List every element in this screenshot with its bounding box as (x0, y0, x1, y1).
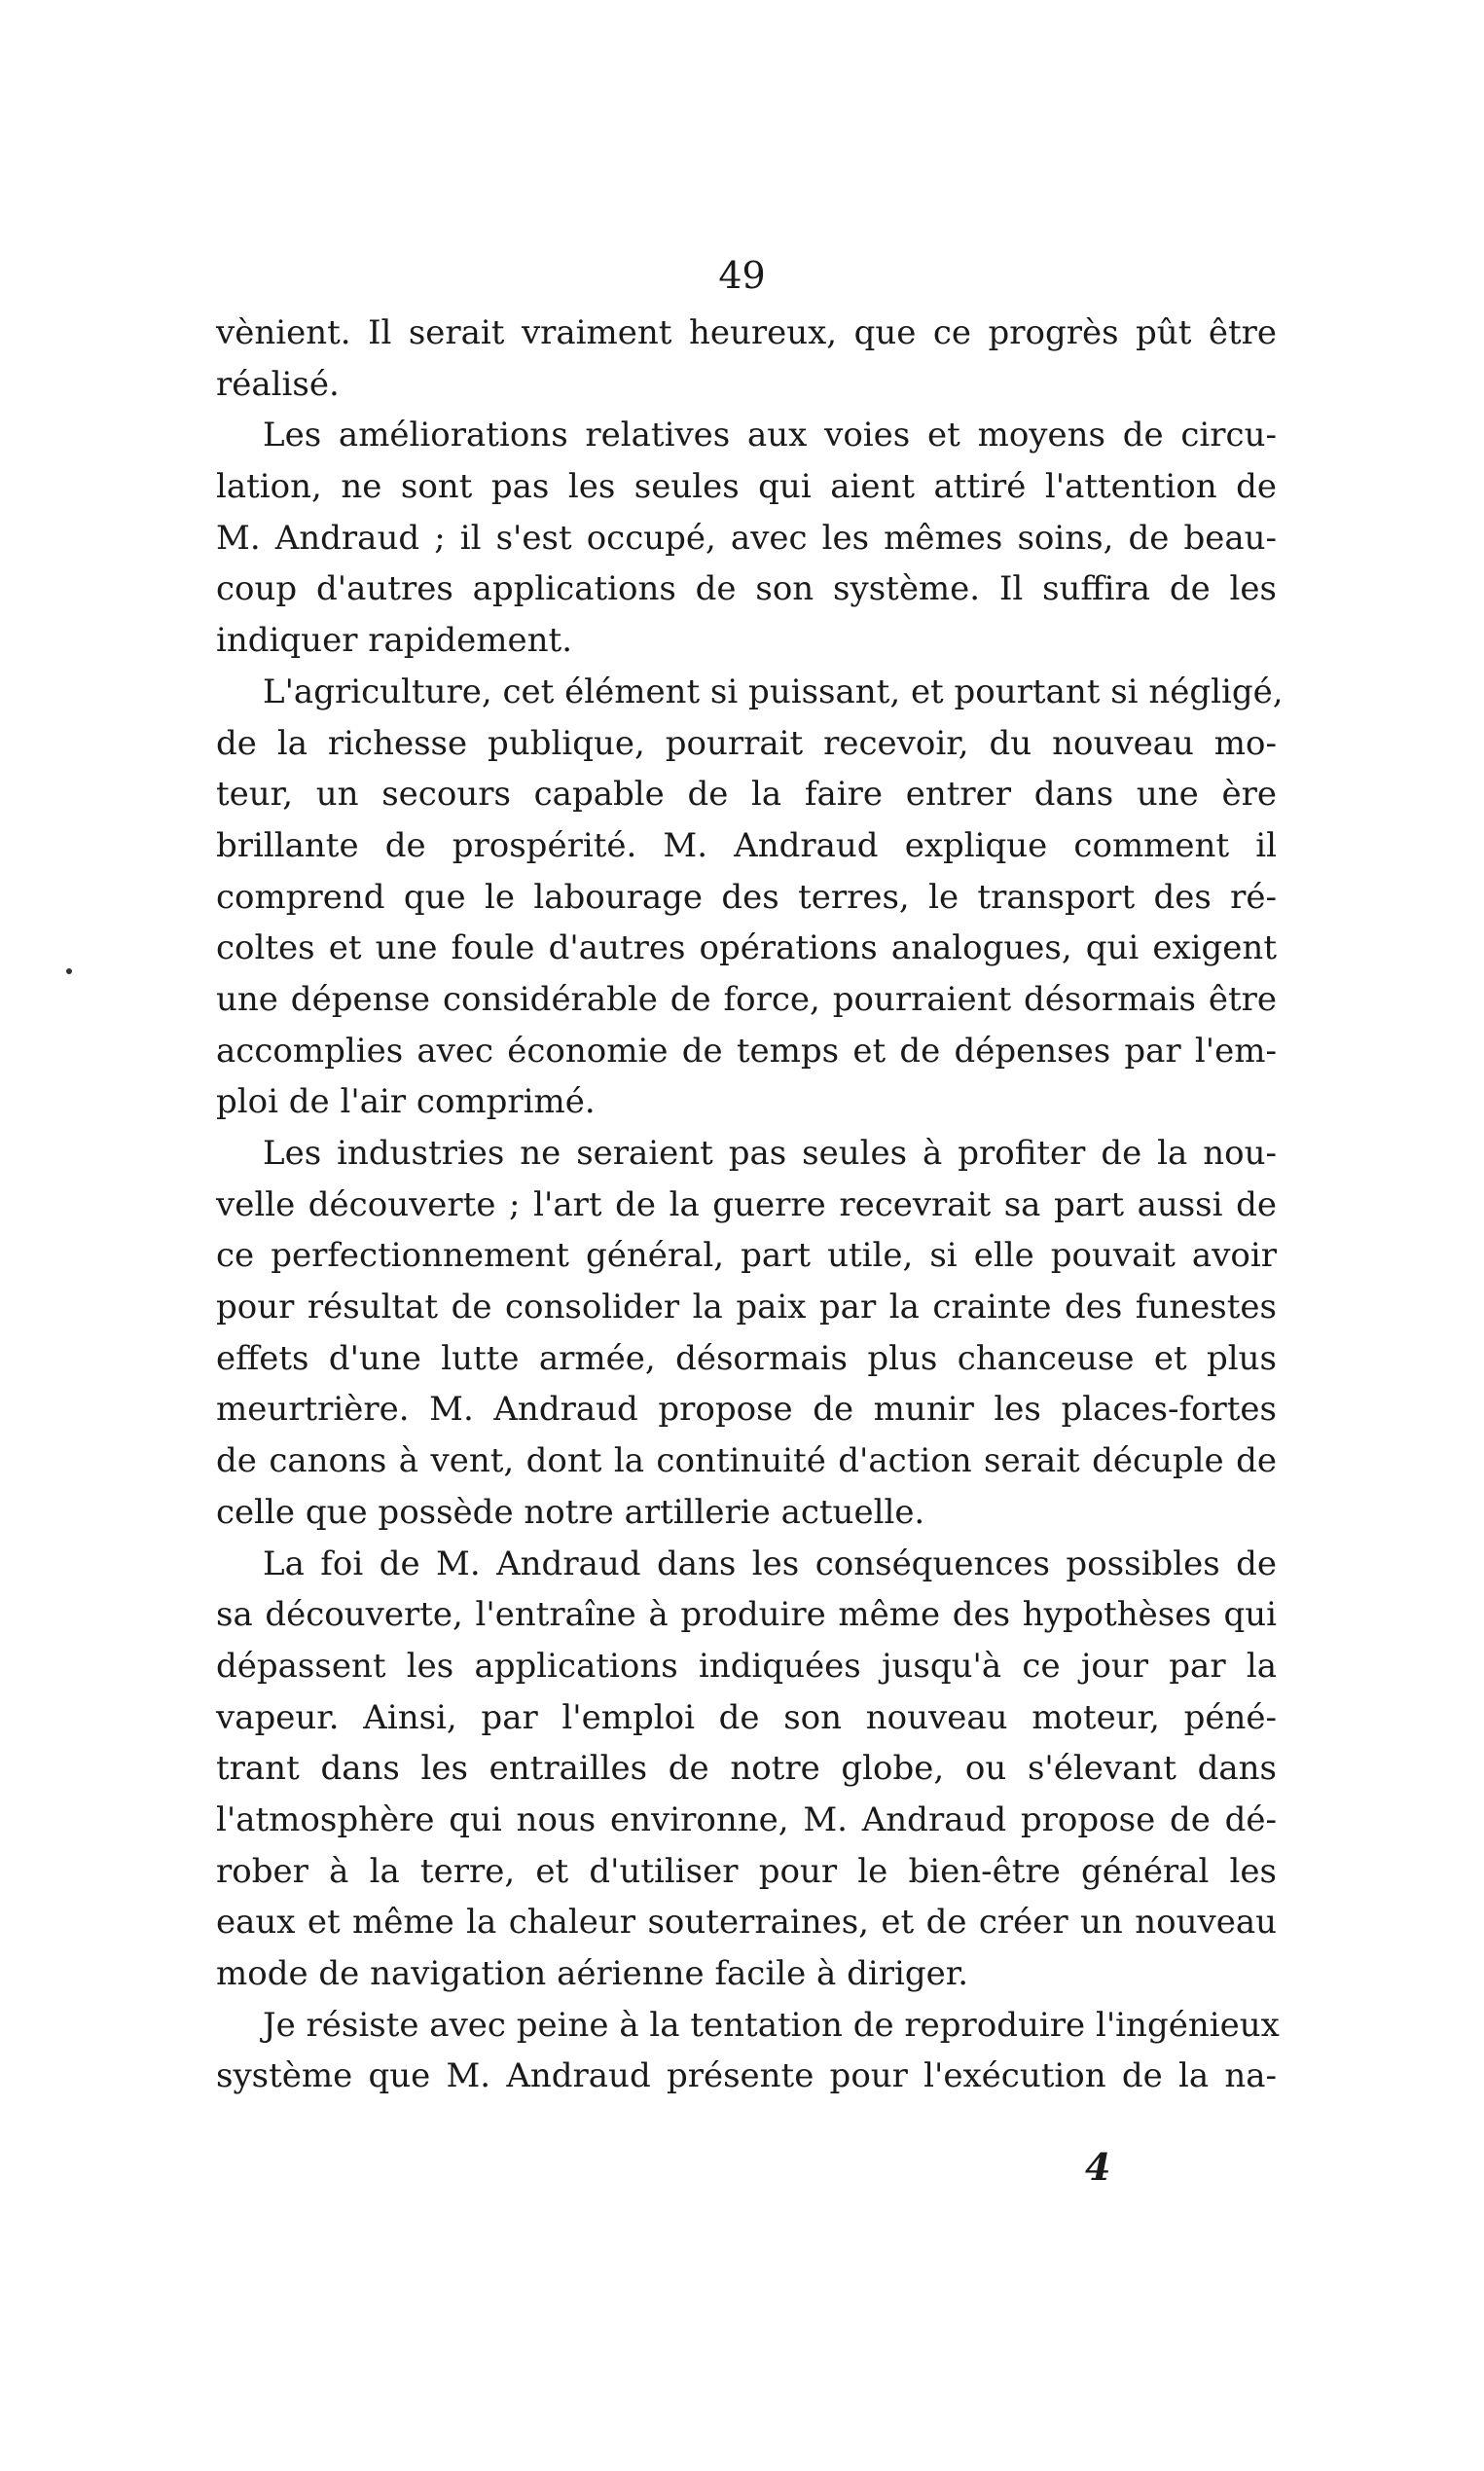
text-line: système que M. Andraud présente pour l'exécution de la na- (216, 2056, 1277, 2096)
text-line: lation, ne sont pas les seules qui aient attiré l'attention de (216, 467, 1277, 507)
text-line: une dépense considérable de force, pourraient désormais être (216, 979, 1277, 1019)
text-line: L'agriculture, cet élément si puissant, et pourtant si négligé, (263, 672, 1284, 711)
text-line: réalisé. (216, 364, 340, 404)
text-line: vènient. Il serait vraiment heureux, que ce progrès pût être (216, 313, 1277, 352)
text-line: celle que possède notre artillerie actuelle. (216, 1492, 925, 1532)
text-line: ploi de l'air comprimé. (216, 1082, 596, 1122)
text-line: sa découverte, l'entraîne à produire même des hypothèses qui (216, 1595, 1277, 1635)
text-line: comprend que le labourage des terres, le transport des ré- (216, 877, 1277, 917)
text-line: trant dans les entrailles de notre globe, ou s'élevant dans (216, 1749, 1277, 1789)
signature-mark: 4 (1085, 2145, 1111, 2189)
text-line: velle découverte ; l'art de la guerre recevrait sa part aussi de (216, 1184, 1277, 1224)
ink-speck (66, 968, 72, 974)
text-line: ce perfectionnement général, part utile, si elle pouvait avoir (216, 1236, 1277, 1276)
body-text (216, 308, 1284, 2102)
text-line: coltes et une foule d'autres opérations analogues, qui exigent (216, 928, 1277, 968)
text-line: coup d'autres applications de son système. Il suffira de les (216, 569, 1277, 609)
page-number: 49 (718, 254, 766, 297)
text-line: mode de navigation aérienne facile à diriger. (216, 1954, 969, 1993)
text-line: brillante de prospérité. M. Andraud explique comment il (216, 825, 1277, 865)
text-line: accomplies avec économie de temps et de dépenses par l'em- (216, 1031, 1277, 1071)
text-line: La foi de M. Andraud dans les conséquences possibles de (263, 1544, 1277, 1583)
text-line: Je résiste avec peine à la tentation de reproduire l'ingénieux (263, 2005, 1280, 2045)
text-line: eaux et même la chaleur souterraines, et de créer un nouveau (216, 1903, 1277, 1943)
text-line: de canons à vent, dont la continuité d'action serait décuple de (216, 1441, 1277, 1481)
text-line: meurtrière. M. Andraud propose de munir les places-fortes (216, 1390, 1277, 1430)
text-line: M. Andraud ; il s'est occupé, avec les mêmes soins, de beau- (216, 518, 1277, 558)
text-line: Les industries ne seraient pas seules à profiter de la nou- (263, 1134, 1277, 1173)
text-line: vapeur. Ainsi, par l'emploi de son nouveau moteur, péné- (216, 1697, 1277, 1737)
text-line: indiquer rapidement. (216, 621, 573, 661)
text-line: Les améliorations relatives aux voies et moyens de circu- (263, 416, 1277, 455)
text-line: rober à la terre, et d'utiliser pour le bien-être général les (216, 1851, 1277, 1891)
text-line: de la richesse publique, pourrait recevoir, du nouveau mo- (216, 723, 1277, 763)
text-line: pour résultat de consolider la paix par la crainte des funestes (216, 1288, 1277, 1327)
text-line: effets d'une lutte armée, désormais plus chanceuse et plus (216, 1338, 1277, 1378)
text-line: l'atmosphère qui nous environne, M. Andraud propose de dé- (216, 1799, 1277, 1839)
text-line: dépassent les applications indiquées jusqu'à ce jour par la (216, 1646, 1277, 1686)
text-line: teur, un secours capable de la faire entrer dans une ère (216, 775, 1277, 815)
